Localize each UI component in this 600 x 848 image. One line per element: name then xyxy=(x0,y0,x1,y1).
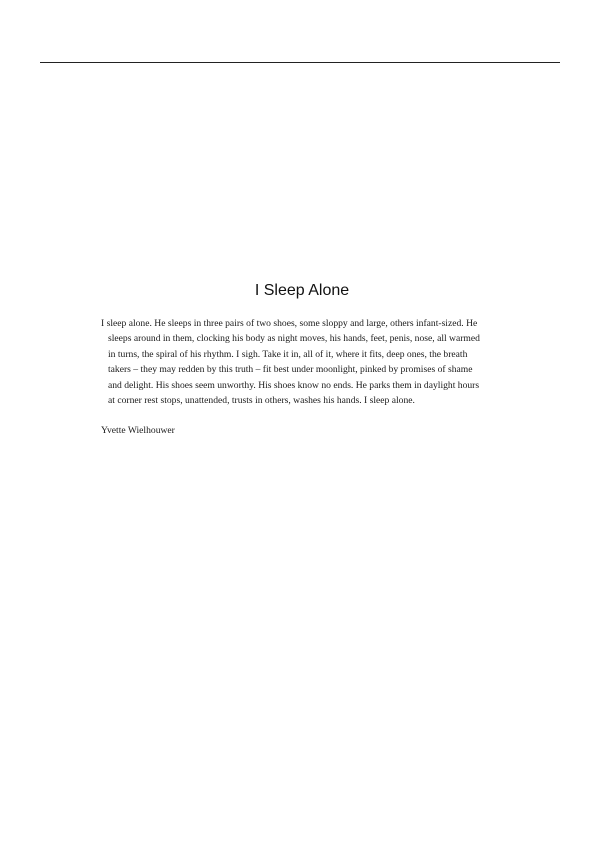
poem-line: at corner rest stops, unattended, trusts in others, washes his hands. I sleep alone. xyxy=(108,395,415,407)
poem-line: in turns, the spiral of his rhythm. I sigh. Take it in, all of it, where it fits, deep ones, the breath xyxy=(108,348,468,360)
poem-line: I sleep alone. He sleeps in three pairs of two shoes, some sloppy and large, others infant-sized. He xyxy=(101,318,478,329)
poem-title: I Sleep Alone xyxy=(254,282,350,299)
poem-line: and delight. His shoes seem unworthy. His shoes know no ends. He parks them in daylight hours xyxy=(108,379,480,391)
poem-body xyxy=(101,316,501,408)
poem-line: sleeps around in them, clocking his body as night moves, his hands, feet, penis, nose, all warmed xyxy=(108,333,480,345)
header-rule xyxy=(40,62,560,63)
poem-author: Yvette Wielhouwer xyxy=(101,425,175,437)
poem-line: takers – they may redden by this truth – fit best under moonlight, pinked by promises of shame xyxy=(108,364,473,376)
poem-block xyxy=(101,282,501,438)
